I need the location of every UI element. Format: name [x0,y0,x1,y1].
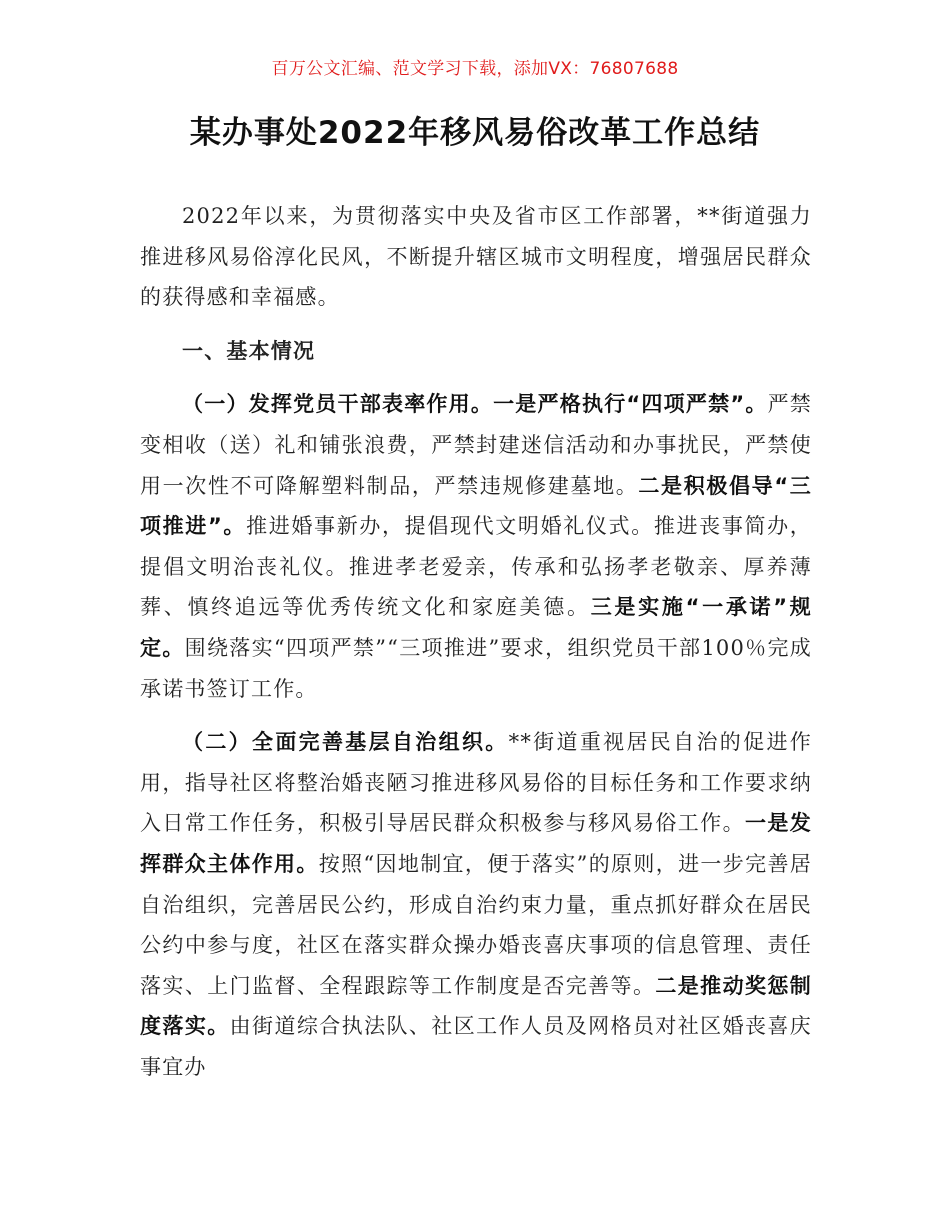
paragraph-lead: （一）发挥党员干部表率作用。一是严格执行“四项严禁”。 [182,392,768,417]
paragraph-lead: （二）全面完善基层自治组织。 [182,730,509,755]
paragraph-text: 由街道综合执法队、社区工作人员及网格员对社区婚丧喜庆事宜办 [140,1014,812,1079]
document-body [140,196,812,1100]
watermark-header: 百万公文汇编、范文学习下载，添加VX：76807688 [271,59,679,79]
paragraph-text: 围绕落实“四项严禁”“三项推进”要求，组织党员干部100％完成承诺书签订工作。 [140,635,812,701]
paragraph-text: **街道重视居民自治的促进作用，指导社区将整治婚丧陋习推进移风易俗的目标任务和工作要求纳入日常工作任务，积极引导居民群众积极参与移风易俗工作。 [140,730,812,836]
paragraph-text: 按照“因地制宜，便于落实”的原则，进一步完善居自治组织，完善居民公约，形成自治约束力量，重点抓好群众在居民公约中参与度，社区在落实群众操办婚丧喜庆事项的信息管理、责任落实、上门监督、全程跟踪等工作制度是否完善等。 [140,851,812,998]
paragraph-bold-point: 二是积极倡导“三项推进”。 [140,473,812,539]
paragraph-self-governance [140,722,812,1087]
intro-paragraph: 2022年以来，为贯彻落实中央及省市区工作部署，**街道强力推进移风易俗淳化民风，不断提升辖区城市文明程度，增强居民群众的获得感和幸福感。 [140,204,812,310]
document-title: 某办事处2022年移风易俗改革工作总结 [189,115,761,151]
paragraph-text: 严禁变相收（送）礼和铺张浪费，严禁封建迷信活动和办事扰民，严禁使用一次性不可降解塑料制品，严禁违规修建墓地。 [140,392,812,498]
section-heading-basic: 一、基本情况 [182,338,316,363]
paragraph-bold-point: 三是实施“一承诺”规定。 [140,595,812,660]
paragraph-party-cadres [140,384,812,709]
paragraph-text: 推进婚事新办，提倡现代文明婚礼仪式。推进丧事简办，提倡文明治丧礼仪。推进孝老爱亲，传承和弘扬孝老敬亲、厚养薄葬、慎终追远等优秀传统文化和家庭美德。 [140,514,812,620]
paragraph-bold-point: 二是推动奖惩制度落实。 [140,973,812,1039]
paragraph-bold-point: 一是发挥群众主体作用。 [140,811,812,876]
